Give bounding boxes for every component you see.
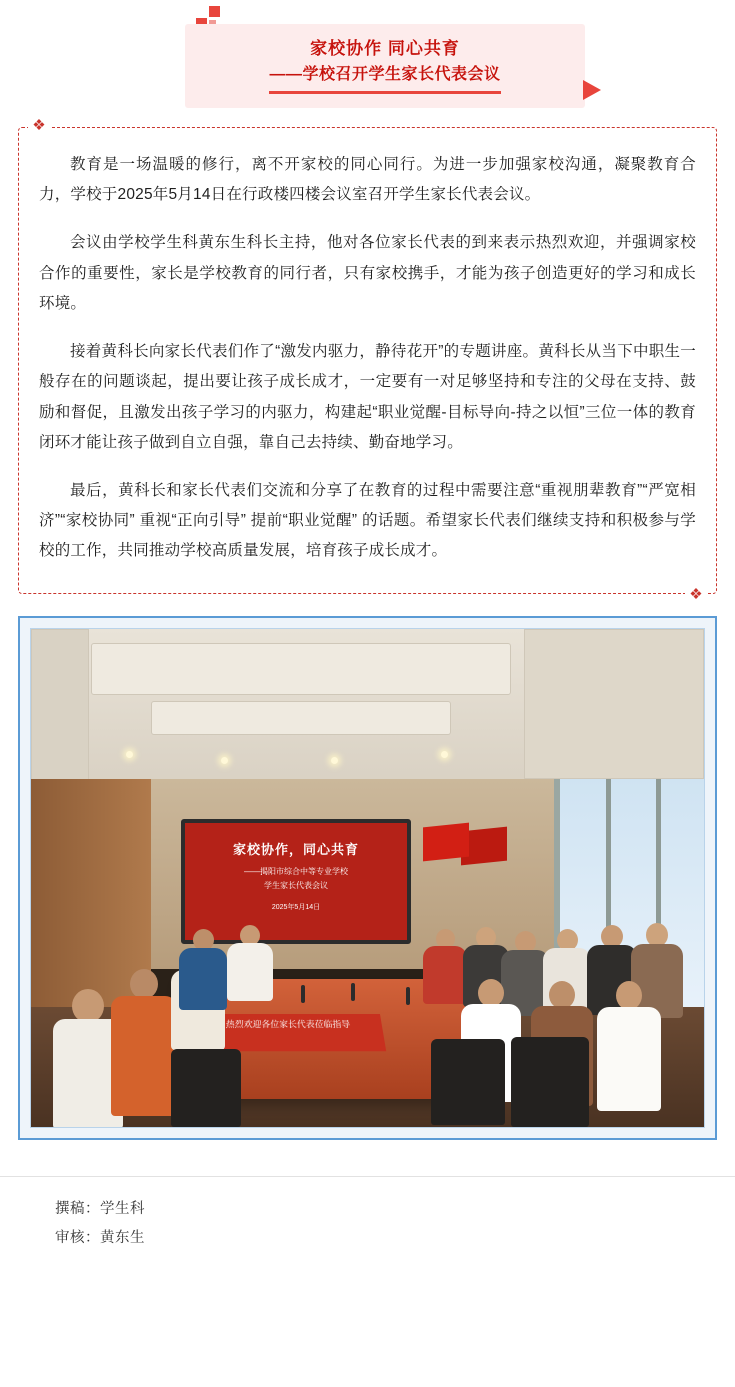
- footer-line-author: 撰稿：学生科: [55, 1200, 145, 1217]
- person: [179, 929, 227, 1010]
- photo-frame: [18, 616, 717, 1140]
- microphone-icon: [406, 987, 410, 1005]
- projection-screen: [181, 819, 411, 944]
- screen-subtitle-2: 学生家长代表会议: [264, 880, 328, 890]
- corner-ornament-icon: ❖: [28, 119, 50, 133]
- corner-ornament-icon: ❖: [685, 588, 707, 602]
- page-footer: [0, 1177, 735, 1279]
- downlight-icon: [126, 751, 133, 758]
- article-body: [18, 127, 717, 594]
- ceiling-panel: [151, 701, 451, 735]
- person: [597, 981, 661, 1111]
- page-title: 家校协作 同心共育: [310, 39, 460, 58]
- microphone-icon: [301, 985, 305, 1003]
- downlight-icon: [331, 757, 338, 764]
- person: [111, 969, 177, 1116]
- photo-scene: [31, 629, 704, 1127]
- chair: [171, 1049, 241, 1127]
- paragraph: 接着黄科长向家长代表们作了“激发内驱力，静待花开”的专题讲座。黄科长从当下中职生一般存在的问题谈起，提出要让孩子成长成才，一定要有一对足够坚持和专注的父母在支持、鼓励和督促，且激发出孩子学习的内驱力，构建起“职业觉醒-目标导向-持之以恒”三位一体的教育闭环才能让孩子做到自立自强，靠自己去持续、勤奋地学习。: [39, 343, 696, 451]
- header-banner: [185, 24, 585, 108]
- downlight-icon: [441, 751, 448, 758]
- page-header: [0, 0, 735, 115]
- downlight-icon: [221, 757, 228, 764]
- article-section: [18, 117, 717, 603]
- microphone-icon: [351, 983, 355, 1001]
- chair: [511, 1037, 589, 1127]
- ceiling-panel: [524, 629, 704, 779]
- page-subtitle: ——学校召开学生家长代表会议: [269, 62, 500, 94]
- ceiling-panel: [31, 629, 89, 789]
- screen-title: 家校协作，同心共育: [232, 841, 359, 857]
- person: [227, 925, 273, 1001]
- chair: [431, 1039, 505, 1125]
- table-banner: 热烈欢迎各位家长代表莅临指导: [190, 1014, 386, 1051]
- ceiling-panel: [91, 643, 511, 695]
- footer-line-reviewer: 审核：黄东生: [55, 1229, 145, 1246]
- screen-date: 2025年5月14日: [271, 903, 321, 911]
- paragraph: 最后，黄科长和家长代表们交流和分享了在教育的过程中需要注意“重视朋辈教育”“严宽相济”“家校协同” 重视“正向引导” 提前“职业觉醒” 的话题。希望家长代表们继续支持和积极参与学校的工作，共同推动学校高质量发展，培育孩子成长成才。: [39, 481, 696, 560]
- paragraph: 会议由学校学生科黄东生科长主持，他对各位家长代表的到来表示热烈欢迎，并强调家校合作的重要性，家长是学校教育的同行者，只有家校携手，才能为孩子创造更好的学习和成长环境。: [39, 234, 696, 312]
- national-flag: [423, 822, 469, 861]
- meeting-photo: [30, 628, 705, 1128]
- screen-subtitle-1: ——揭阳市综合中等专业学校: [244, 866, 348, 876]
- paragraph: 教育是一场温暖的修行，离不开家校的同心同行。为进一步加强家校沟通，凝聚教育合力，学校于2025年5月14日在行政楼四楼会议室召开学生家长代表会议。: [39, 156, 696, 204]
